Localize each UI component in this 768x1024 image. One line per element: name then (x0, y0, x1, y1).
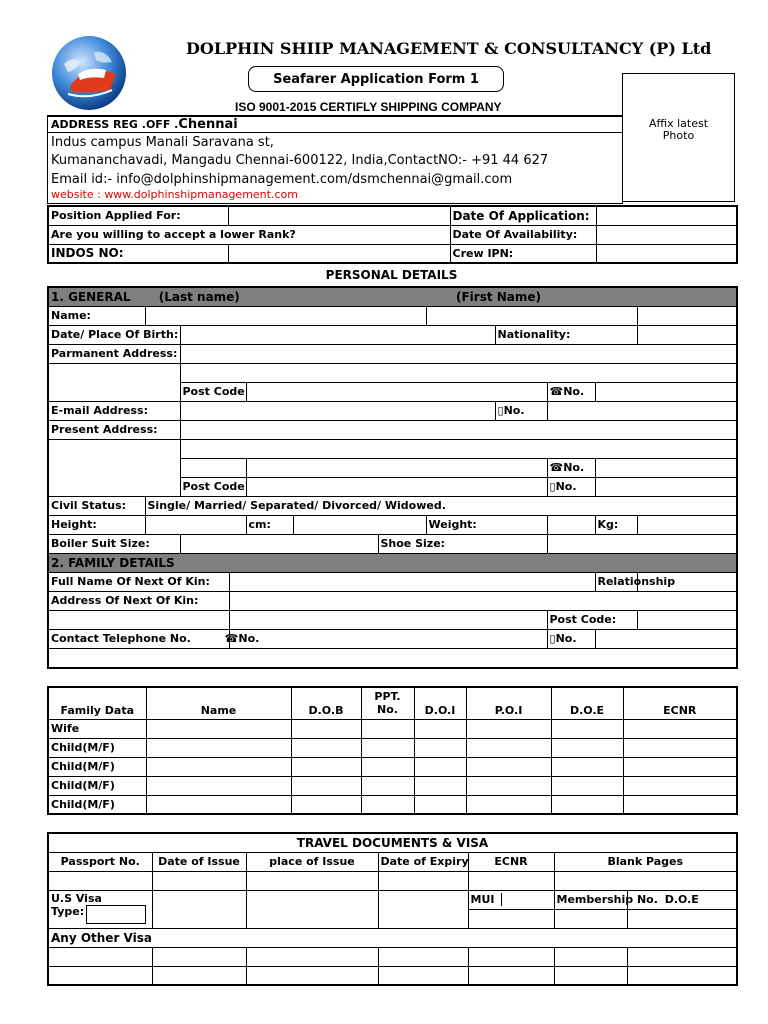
travel-documents-table (47, 832, 738, 986)
family-cell[interactable] (466, 776, 551, 795)
position-table (47, 205, 738, 264)
family-cell[interactable] (414, 795, 466, 814)
permanent-post-code-label: Post Code (180, 382, 246, 401)
last-name-field[interactable] (145, 306, 426, 325)
contact-phone-no: No. (238, 632, 260, 645)
present-phone-label (547, 458, 595, 477)
shoe-size-field[interactable] (547, 534, 737, 553)
other-visa-field[interactable] (554, 966, 627, 985)
kg-label: Kg: (595, 515, 637, 534)
family-cell[interactable] (414, 776, 466, 795)
family-row-label: Child(M/F) (48, 757, 146, 776)
mui-doe-field[interactable] (627, 909, 737, 928)
mobile-icon: ▯ (549, 632, 556, 645)
iso-certification: ISO 9001-2015 CERTIFLY SHIPPING COMPANY (235, 100, 502, 114)
other-visa-field[interactable] (152, 947, 246, 966)
address-reg-line (51, 117, 238, 133)
permanent-phone-no: No. (563, 385, 585, 398)
form-title: Seafarer Application Form 1 (273, 71, 479, 87)
nationality-label: Nationality: (495, 325, 637, 344)
family-cell[interactable] (551, 738, 623, 757)
relationship-label: Relationship (595, 572, 637, 591)
permanent-phone-field[interactable] (595, 382, 737, 401)
present-address-blank-small[interactable] (180, 458, 246, 477)
family-cell[interactable] (414, 757, 466, 776)
dob-place-field[interactable] (180, 325, 495, 344)
family-cell[interactable] (623, 795, 737, 814)
address-reg-city: Chennai (178, 117, 238, 132)
mobile-icon: ▯ (497, 404, 504, 417)
family-cell[interactable] (146, 719, 291, 738)
kg-field[interactable] (637, 515, 737, 534)
other-visa-field[interactable] (554, 947, 627, 966)
present-address-blank (48, 439, 180, 496)
visa-type-label: Type: (51, 904, 85, 918)
other-visa-field[interactable] (152, 966, 246, 985)
present-mobile-label (547, 477, 595, 496)
family-cell[interactable] (361, 738, 414, 757)
family-cell[interactable] (361, 757, 414, 776)
address-line-2: Kumananchavadi, Mangadu Chennai-600122, India,ContactNO:- +91 44 627 (51, 153, 549, 168)
civil-status-label: Civil Status: (48, 496, 145, 515)
dob-place-label: Date/ Place Of Birth: (48, 325, 180, 344)
present-address-field-1[interactable] (180, 420, 737, 439)
email-field[interactable] (180, 401, 495, 420)
date-of-expiry-field[interactable] (378, 871, 468, 890)
contact-mobile-field[interactable] (595, 629, 737, 648)
family-cell[interactable] (466, 719, 551, 738)
boiler-suit-label: Boiler Suit Size: (48, 534, 180, 553)
telephone-icon: ☎ (549, 385, 564, 398)
first-name-field[interactable] (426, 306, 637, 325)
indos-label: INDOS NO: (48, 244, 228, 263)
address-block (47, 115, 623, 204)
family-row (48, 776, 737, 795)
family-row-label: Child(M/F) (48, 738, 146, 757)
middle-name-field[interactable] (637, 306, 737, 325)
blank-pages-field[interactable] (554, 871, 737, 890)
visa-type-line (51, 905, 150, 924)
address-kin-field-1[interactable] (229, 591, 737, 610)
visa-type-field[interactable] (86, 905, 146, 924)
family-cell[interactable] (361, 776, 414, 795)
family-cell[interactable] (146, 776, 291, 795)
mobile-no: No. (503, 404, 525, 417)
other-visa-field[interactable] (246, 966, 378, 985)
telephone-icon: ☎ (549, 461, 564, 474)
family-cell[interactable] (623, 738, 737, 757)
family-col-poi: P.O.I (466, 687, 551, 719)
family-col-ecnr: ECNR (623, 687, 737, 719)
family-cell[interactable] (623, 757, 737, 776)
other-visa-field[interactable] (468, 966, 554, 985)
boiler-suit-field[interactable] (180, 534, 378, 553)
family-cell[interactable] (361, 795, 414, 814)
family-spacer-row (48, 648, 737, 668)
address-line-1: Indus campus Manali Saravana st, (51, 135, 274, 150)
us-visa-issue-field[interactable] (152, 890, 246, 928)
permanent-post-code-field[interactable] (246, 382, 547, 401)
date-of-application-label: Date Of Application: (450, 206, 596, 225)
membership-no-field[interactable] (554, 909, 627, 928)
position-applied-field[interactable] (228, 206, 450, 225)
indos-field[interactable] (228, 244, 450, 263)
permanent-phone-label (547, 382, 595, 401)
family-cell[interactable] (623, 719, 737, 738)
personal-details-heading: PERSONAL DETAILS (325, 268, 458, 282)
date-of-availability-field[interactable] (596, 225, 737, 244)
passport-no-header: Passport No. (48, 852, 152, 871)
family-row (48, 795, 737, 814)
family-data-table (47, 686, 738, 815)
present-address-field-3[interactable] (246, 458, 547, 477)
membership-no-label: Membership No. (554, 890, 627, 909)
present-post-code-field[interactable] (246, 477, 547, 496)
permanent-address-blank (48, 363, 180, 401)
other-visa-field[interactable] (627, 966, 737, 985)
date-of-availability-label: Date Of Availability: (450, 225, 596, 244)
position-applied-label: Position Applied For: (48, 206, 228, 225)
kin-post-code-field[interactable] (637, 610, 737, 629)
family-row-label: Child(M/F) (48, 795, 146, 814)
date-of-application-field[interactable] (596, 206, 737, 225)
present-mobile-no: No. (555, 480, 577, 493)
present-address-field-2[interactable] (180, 439, 737, 458)
general-header (48, 287, 737, 306)
ecnr-header: ECNR (468, 852, 554, 871)
us-visa-label: U.S Visa (51, 891, 102, 905)
family-col-dob: D.O.B (291, 687, 361, 719)
weight-field[interactable] (547, 515, 595, 534)
ecnr-field[interactable] (468, 871, 554, 890)
next-of-kin-label: Full Name Of Next Of Kin: (48, 572, 229, 591)
family-cell[interactable] (414, 738, 466, 757)
family-cell[interactable] (623, 776, 737, 795)
first-name-label: (First Name) (455, 289, 542, 304)
present-post-code-label: Post Code (180, 477, 246, 496)
contact-mobile-label (547, 629, 595, 648)
family-col-ppt: PPT. No. (361, 687, 414, 719)
telephone-icon: ☎ (224, 632, 239, 645)
mobile-label (495, 401, 547, 420)
address-kin-field-2[interactable] (229, 610, 547, 629)
address-kin-label: Address Of Next Of Kin: (48, 591, 229, 610)
family-col-name: Name (146, 687, 291, 719)
address-reg-label: ADDRESS REG .OFF . (51, 118, 179, 131)
mui-field[interactable] (468, 909, 554, 928)
family-cell[interactable] (291, 738, 361, 757)
family-cell[interactable] (551, 719, 623, 738)
cm-field[interactable] (293, 515, 426, 534)
last-name-label: (Last name) (158, 289, 240, 304)
place-of-issue-field[interactable] (246, 871, 378, 890)
form-title-box (248, 66, 504, 92)
family-col-doe: D.O.E (551, 687, 623, 719)
us-visa-expiry-field[interactable] (378, 890, 468, 928)
contact-phone-text: Contact Telephone No. (51, 632, 191, 645)
permanent-address-field-1[interactable] (180, 344, 737, 363)
family-header-row (48, 687, 737, 719)
family-col-doi: D.O.I (414, 687, 466, 719)
family-cell[interactable] (466, 795, 551, 814)
family-cell[interactable] (291, 719, 361, 738)
contact-mobile-no: No. (555, 632, 577, 645)
mui-cell (468, 890, 554, 909)
address-divider (48, 132, 622, 133)
family-row (48, 757, 737, 776)
place-of-issue-header: place of Issue (246, 852, 378, 871)
family-cell[interactable] (551, 757, 623, 776)
height-label: Height: (48, 515, 145, 534)
family-row-label: Wife (48, 719, 146, 738)
any-other-visa-label: Any Other Visa (48, 928, 737, 947)
family-cell[interactable] (291, 795, 361, 814)
other-visa-field[interactable] (48, 966, 152, 985)
family-cell[interactable] (414, 719, 466, 738)
present-phone-field[interactable] (595, 458, 737, 477)
present-mobile-field[interactable] (595, 477, 737, 496)
family-details-header: 2. FAMILY DETAILS (48, 553, 737, 572)
mui-label: MUI (469, 893, 502, 906)
next-of-kin-field[interactable] (229, 572, 595, 591)
date-of-expiry-header: Date of Expiry (378, 852, 468, 871)
family-cell[interactable] (291, 757, 361, 776)
cm-label: cm: (246, 515, 293, 534)
other-visa-field[interactable] (246, 947, 378, 966)
family-cell[interactable] (551, 795, 623, 814)
general-label: 1. GENERAL (51, 289, 131, 304)
company-logo (50, 34, 128, 112)
crew-ipn-label: Crew IPN: (450, 244, 596, 263)
height-field[interactable] (145, 515, 246, 534)
family-cell[interactable] (146, 757, 291, 776)
photo-box[interactable] (622, 73, 735, 202)
blank-pages-header: Blank Pages (554, 852, 737, 871)
nationality-field[interactable] (637, 325, 737, 344)
travel-header-row (48, 852, 737, 871)
other-visa-field[interactable] (378, 966, 468, 985)
us-visa-place-field[interactable] (246, 890, 378, 928)
permanent-address-field-2[interactable] (180, 363, 737, 382)
family-cell[interactable] (361, 719, 414, 738)
email-label: E-mail Address: (48, 401, 180, 420)
company-name: DOLPHIN SHIIP MANAGEMENT & CONSULTANCY (P) Ltd (186, 39, 712, 58)
permanent-address-label: Parmanent Address: (48, 344, 180, 363)
mobile-field[interactable] (547, 401, 737, 420)
mui-doe-label: D.O.E (627, 890, 737, 909)
civil-status-options[interactable]: Single/ Married/ Separated/ Divorced/ Widowed. (145, 496, 737, 515)
family-row-label: Child(M/F) (48, 776, 146, 795)
other-visa-field[interactable] (378, 947, 468, 966)
family-cell[interactable] (551, 776, 623, 795)
date-of-issue-header: Date of Issue (152, 852, 246, 871)
travel-documents-heading: TRAVEL DOCUMENTS & VISA (48, 833, 737, 852)
photo-label: Affix latest Photo (648, 117, 709, 142)
family-row (48, 719, 737, 738)
family-cell[interactable] (291, 776, 361, 795)
shoe-size-label: Shoe Size: (378, 534, 547, 553)
us-visa-cell (48, 890, 152, 928)
passport-no-field[interactable] (48, 871, 152, 890)
address-email[interactable]: Email id:- info@dolphinshipmanagement.com/dsmchennai@gmail.com (51, 172, 513, 187)
address-kin-blank (48, 610, 229, 629)
lower-rank-label: Are you willing to accept a lower Rank? (48, 225, 450, 244)
family-cell[interactable] (466, 757, 551, 776)
other-visa-field[interactable] (468, 947, 554, 966)
family-row (48, 738, 737, 757)
kin-post-code-label: Post Code: (547, 610, 637, 629)
family-cell[interactable] (146, 795, 291, 814)
contact-phone-label (48, 629, 260, 648)
present-phone-no: No. (563, 461, 585, 474)
date-of-issue-field[interactable] (152, 871, 246, 890)
website-link[interactable]: website : www.dolphinshipmanagement.com (51, 188, 298, 201)
other-visa-field[interactable] (48, 947, 152, 966)
name-label: Name: (48, 306, 145, 325)
family-cell[interactable] (466, 738, 551, 757)
contact-phone-field[interactable] (229, 629, 547, 648)
present-address-label: Present Address: (48, 420, 180, 439)
mobile-icon: ▯ (549, 480, 556, 493)
globe-ship-logo-icon (50, 34, 128, 112)
family-col-data: Family Data (48, 687, 146, 719)
weight-label: Weight: (426, 515, 547, 534)
personal-details-table (47, 286, 738, 669)
other-visa-field[interactable] (627, 947, 737, 966)
crew-ipn-field[interactable] (596, 244, 737, 263)
family-cell[interactable] (146, 738, 291, 757)
